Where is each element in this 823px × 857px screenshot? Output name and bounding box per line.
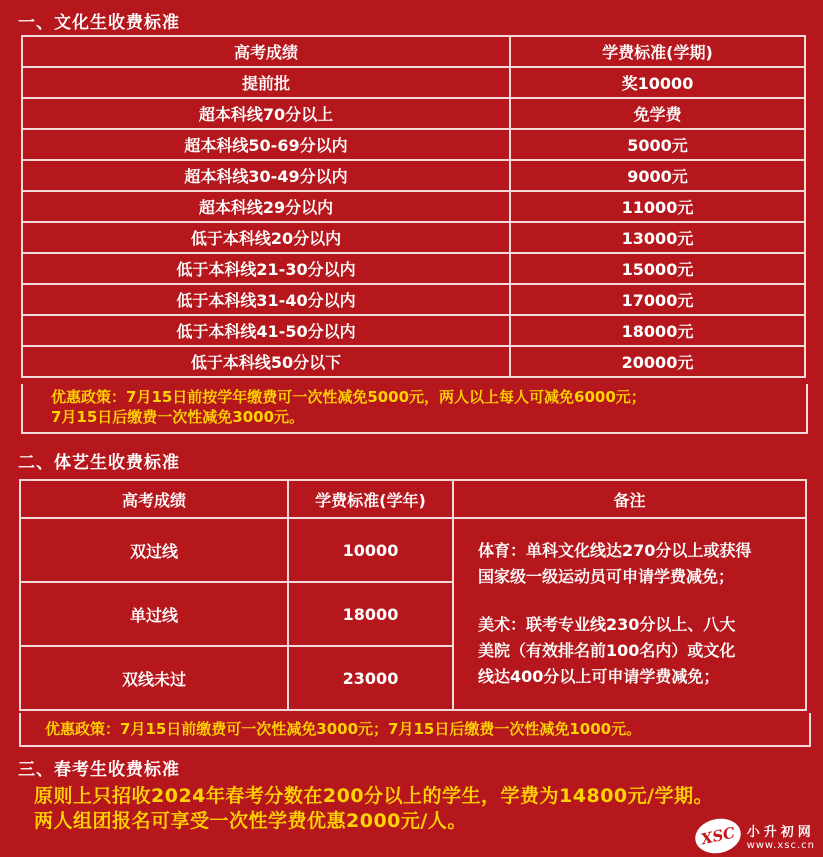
table-row <box>22 98 805 129</box>
culture-discount-policy <box>21 384 808 434</box>
fee-cell: 15000元 <box>510 253 805 284</box>
table-row <box>22 67 805 98</box>
fee-cell: 18000 <box>288 582 453 646</box>
table-row <box>22 129 805 160</box>
table-header-row <box>20 480 806 518</box>
fee-cell: 免学费 <box>510 98 805 129</box>
note-line: 体育：单科文化线达270分以上或获得 <box>478 541 752 560</box>
fee-cell: 奖10000 <box>510 67 805 98</box>
watermark-url: www.xsc.cn <box>746 840 815 851</box>
header-remark: 备注 <box>453 480 806 518</box>
fee-cell: 11000元 <box>510 191 805 222</box>
table-row <box>22 222 805 253</box>
spring-fee-text <box>34 784 713 834</box>
fee-cell: 23000 <box>288 646 453 710</box>
section2-title: 二、体艺生收费标准 <box>18 453 180 473</box>
score-cell: 低于本科线50分以下 <box>22 346 510 377</box>
score-cell: 提前批 <box>22 67 510 98</box>
table-row <box>22 191 805 222</box>
score-cell: 低于本科线20分以内 <box>22 222 510 253</box>
fee-cell: 5000元 <box>510 129 805 160</box>
table-row <box>22 315 805 346</box>
sports-art-discount-policy <box>19 713 811 747</box>
score-cell: 双线未过 <box>20 646 288 710</box>
score-cell: 单过线 <box>20 582 288 646</box>
header-fee: 学费标准(学期) <box>510 36 805 67</box>
score-cell: 低于本科线31-40分以内 <box>22 284 510 315</box>
fee-cell: 9000元 <box>510 160 805 191</box>
note-line: 国家级一级运动员可申请学费减免； <box>478 567 735 586</box>
header-score: 高考成绩 <box>22 36 510 67</box>
fee-cell: 18000元 <box>510 315 805 346</box>
table-row <box>20 518 806 582</box>
table-row <box>22 284 805 315</box>
sports-art-fee-table <box>19 479 807 711</box>
note-line: 美院（有效排名前100名内）或文化 <box>478 641 736 660</box>
note-line: 美术：联考专业线230分以上、八大 <box>478 615 736 634</box>
fee-cell: 13000元 <box>510 222 805 253</box>
policy-line: 优惠政策：7月15日前按学年缴费可一次性减免5000元，两人以上每人可减免6000元； <box>51 388 646 406</box>
score-cell: 超本科线70分以上 <box>22 98 510 129</box>
score-cell: 超本科线30-49分以内 <box>22 160 510 191</box>
remark-cell <box>453 518 806 710</box>
watermark-logo <box>695 819 815 853</box>
table-row <box>22 253 805 284</box>
table-header-row <box>22 36 805 67</box>
section3-title: 三、春考生收费标准 <box>18 760 180 780</box>
spring-line: 原则上只招收2024年春考分数在200分以上的学生，学费为14800元/学期。 <box>34 785 714 807</box>
score-cell: 超本科线50-69分以内 <box>22 129 510 160</box>
fee-cell: 17000元 <box>510 284 805 315</box>
score-cell: 双过线 <box>20 518 288 582</box>
header-fee: 学费标准(学年) <box>288 480 453 518</box>
xsc-logo-icon: XSC <box>692 815 744 857</box>
watermark-name: 小升初网 <box>746 825 815 840</box>
score-cell: 超本科线29分以内 <box>22 191 510 222</box>
header-score: 高考成绩 <box>20 480 288 518</box>
score-cell: 低于本科线41-50分以内 <box>22 315 510 346</box>
spring-line: 两人组团报名可享受一次性学费优惠2000元/人。 <box>34 810 467 832</box>
policy-line: 优惠政策：7月15日前缴费可一次性减免3000元；7月15日后缴费一次性减免1000元。 <box>45 720 642 738</box>
culture-fee-table <box>21 35 806 378</box>
table-row <box>22 160 805 191</box>
table-row <box>22 346 805 377</box>
note-line: 线达400分以上可申请学费减免； <box>478 667 720 686</box>
section1-title: 一、文化生收费标准 <box>18 13 180 33</box>
fee-cell: 20000元 <box>510 346 805 377</box>
policy-line: 7月15日后缴费一次性减免3000元。 <box>51 408 305 426</box>
score-cell: 低于本科线21-30分以内 <box>22 253 510 284</box>
fee-cell: 10000 <box>288 518 453 582</box>
